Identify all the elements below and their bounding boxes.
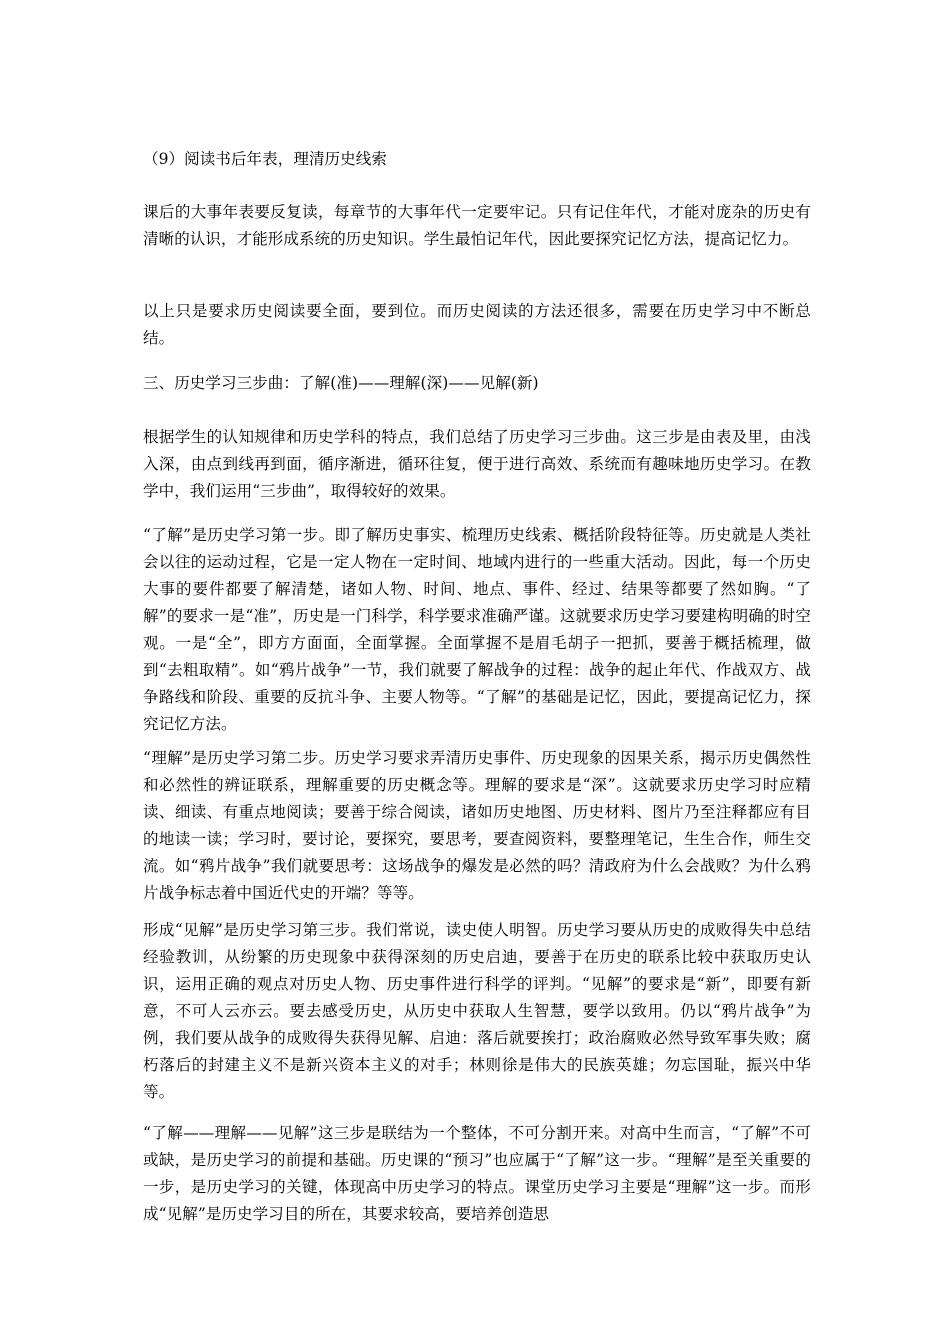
paragraph-three-steps-intro: 根据学生的认知规律和历史学科的特点，我们总结了历史学习三步曲。这三步是由表及里，由浅入深，由点到线再到面，循序渐进，循环往复，便于进行高效、系统而有趣味地历史学习。在教学中，我们运用“三步曲”，取得较好的效果。	[143, 428, 811, 500]
paragraph-timeline-memory: 课后的大事年表要反复读，每章节的大事年代一定要牢记。只有记住年代，才能对庞杂的历史有清晰的认识，才能形成系统的历史知识。学生最怕记年代，因此要探究记忆方法，提高记忆力。	[143, 203, 811, 248]
paragraph-step-insight: 形成“见解”是历史学习第三步。我们常说，读史使人明智。历史学习要从历史的成败得失中总结经验教训，从纷繁的历史现象中获得深刻的历史启迪，要善于在历史的联系比较中获取历史认识，运用正确的观点对历史人物、历史事件进行科学的评判。“见解”的要求是“新”，即要有新意，不可人云亦云。要去感受历史，从历史中获取人生智慧，要学以致用。仍以“鸦片战争”为例，我们要从战争的成败得失获得见解、启迪：落后就要挨打；政治腐败必然导致军事失败；腐朽落后的封建主义不是新兴资本主义的对手；林则徐是伟大的民族英雄；勿忘国耻，振兴中华等。	[143, 921, 811, 1101]
section-heading-three-steps: 三、历史学习三步曲：了解(准)——理解(深)——见解(新)	[143, 374, 539, 392]
section-heading-reading-timeline: （9）阅读书后年表，理清历史线索	[143, 150, 387, 168]
paragraph-step-comprehend: “理解”是历史学习第二步。历史学习要求弄清历史事件、历史现象的因果关系，揭示历史偶然性和必然性的辨证联系，理解重要的历史概念等。理解的要求是“深”。这就要求历史学习时应精读、细读、有重点地阅读；要善于综合阅读，诸如历史地图、历史材料、图片乃至注释都应有目的地读一读；学习时，要讨论，要探究，要思考，要查阅资料，要整理笔记，生生合作，师生交流。如“鸦片战争”我们就要思考：这场战争的爆发是必然的吗？清政府为什么会战败？为什么鸦片战争标志着中国近代史的开端？等等。	[143, 749, 811, 902]
paragraph-three-steps-whole: “了解——理解——见解”这三步是联结为一个整体，不可分割开来。对高中生而言，“了解”不可或缺，是历史学习的前提和基础。历史课的“预习”也应属于“了解”这一步。“理解”是至关重要的一步，是历史学习的关键，体现高中历史学习的特点。课堂历史学习主要是“理解”这一步。而形成“见解”是历史学习目的所在，其要求较高，要培养创造思	[143, 1124, 811, 1223]
paragraph-reading-summary: 以上只是要求历史阅读要全面，要到位。而历史阅读的方法还很多，需要在历史学习中不断总结。	[143, 302, 811, 347]
paragraph-step-understand-basic: “了解”是历史学习第一步。即了解历史事实、梳理历史线索、概括阶段特征等。历史就是人类社会以往的运动过程，它是一定人物在一定时间、地域内进行的一些重大活动。因此，每一个历史大事的要件都要了解清楚，诸如人物、时间、地点、事件、经过、结果等都要了然如胸。“了解”的要求一是“准”，历史是一门科学，科学要求准确严谨。这就要求历史学习要建构明确的时空观。一是“全”，即方方面面，全面掌握。全面掌握不是眉毛胡子一把抓，要善于概括梳理，做到“去粗取精”。如“鸦片战争”一节，我们就要了解战争的过程：战争的起止年代、作战双方、战争路线和阶段、重要的反抗斗争、主要人物等。“了解”的基础是记忆，因此，要提高记忆力，探究记忆方法。	[143, 526, 811, 733]
